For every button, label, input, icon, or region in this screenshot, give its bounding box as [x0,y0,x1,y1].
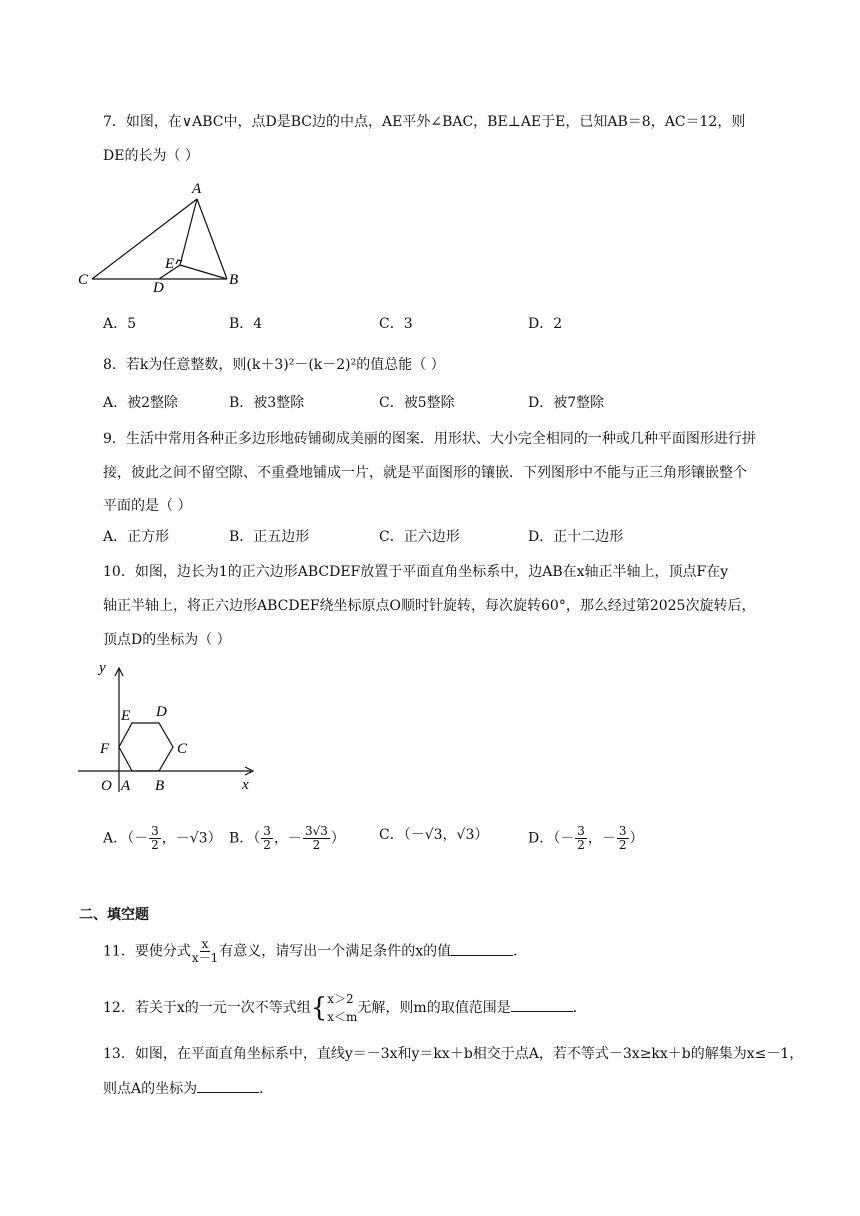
q11-line: 11．要使分式 $\frac{x}{x-1}$ 有意义，请写出一个满足条件的x的值 ． [103,937,528,965]
q7-label-d: D [153,280,164,293]
q9-option-a: A．正方形 [103,529,170,545]
q10-label-o: O [101,778,112,794]
q9-option-d: D．正十二边形 [528,529,624,545]
q7-option-a: A．5 [103,316,137,332]
q7-label-c: C [78,272,89,288]
q10-label-c: C [177,741,188,757]
q10-label-b: B [155,778,165,794]
q10-label-d: D [156,704,167,720]
q9-line1: 9．生活中常用各种正多边形地砖铺砌成美丽的图案．用形状、大小完全相同的一种或几种平面图形进行拼 [103,431,756,447]
q7-label-a: A [192,181,202,197]
q10-option-a: A．（－ $\frac{3}{2}$ ，－√3） [103,824,222,852]
q7-option-c: C．3 [379,316,413,332]
q10-label-a: A [121,778,131,794]
q7-line1: 7．如图，在∨ABC中，点D是BC边的中点，AE平外∠BAC，BE⊥AE于E，已知AB＝8，AC＝12，则 [103,114,746,130]
q10-option-d: D．（－ $\frac{3}{2}$ ，－ $\frac{3}{2}$ ） [528,824,644,852]
q13-answer-blank[interactable] [197,1078,259,1093]
q13-line2: 则点A的坐标为 ． [103,1078,273,1099]
q11-answer-blank[interactable] [451,941,513,956]
q8-option-c: C．被5整除 [379,395,455,411]
q7-line2: DE的长为（ ） [103,148,199,164]
q10-label-f: F [100,741,110,757]
section-title-fill-in: 二、填空题 [79,907,149,923]
q9-option-b: B．正五边形 [229,529,310,545]
q10-line2: 轴正半轴上，将正六边形ABCDEF绕坐标原点O顺时针旋转，每次旋转60°，那么经过第2025次旋转后， [103,598,756,614]
q9-line2: 接，彼此之间不留空隙、不重叠地铺成一片，就是平面图形的镶嵌．下列图形中不能与正三角形镶嵌整个 [103,465,747,481]
q12-line: 12．若关于x的一元一次不等式组{ x＞2 x＜m 无解，则m的取值范围是 ． [103,992,587,1024]
q7-triangle-figure [75,178,250,293]
q8-option-d: D．被7整除 [528,395,605,411]
q10-option-c: C．（－√3，√3） [379,827,489,843]
q10-label-e: E [121,708,131,724]
q10-label-y: y [99,660,106,676]
q10-option-b: B．（ $\frac{3}{2}$ ，－ $\frac{3√3}{2}$ ） [229,824,345,852]
q9-option-c: C．正六边形 [379,529,460,545]
q7-label-b: B [229,272,239,288]
q10-label-x: x [242,777,249,793]
q8-line1: 8．若k为任意整数，则(k＋3)²－(k－2)²的值总能（ ） [103,357,445,373]
q7-option-d: D．2 [528,316,563,332]
q9-line3: 平面的是（ ） [103,498,192,514]
q12-answer-blank[interactable] [511,997,573,1012]
q8-option-b: B．被3整除 [229,395,305,411]
q10-line3: 顶点D的坐标为（ ） [103,632,231,648]
q7-option-b: B．4 [229,316,263,332]
q10-line1: 10．如图，边长为1的正六边形ABCDEF放置于平面直角坐标系中，边AB在x轴正半轴上，顶点F在y [103,564,729,580]
q10-hexagon-figure [75,652,265,797]
q8-option-a: A．被2整除 [103,395,179,411]
q7-label-e: E [165,256,175,272]
q13-line1: 13．如图，在平面直角坐标系中，直线y＝－3x和y＝kx＋b相交于点A，若不等式－3x≥kx＋b的解集为x≤－1， [103,1046,804,1062]
